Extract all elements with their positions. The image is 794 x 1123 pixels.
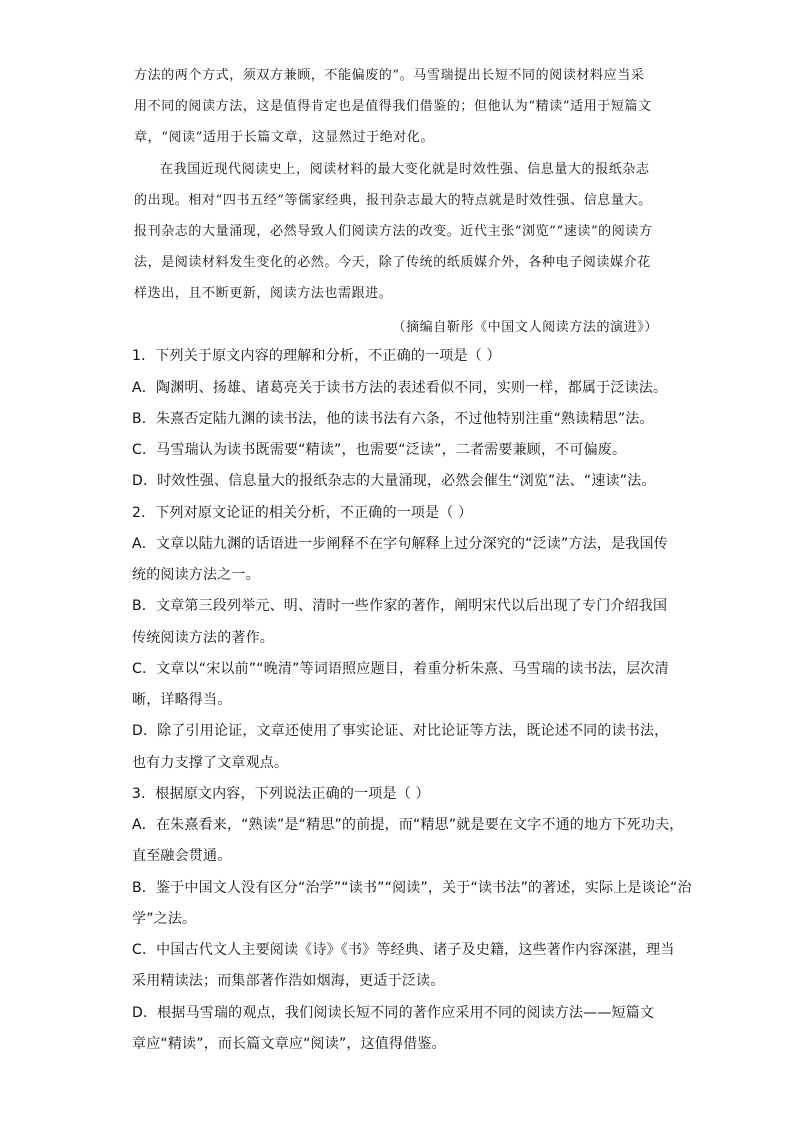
question-2-option-d: D．除了引用论证，文章还使用了事实论证、对比论证等方法，既论述不同的读书法， [132, 723, 669, 739]
question-3-option-a-cont: 直至融会贯通。 [132, 848, 232, 864]
question-2-option-b-cont: 传统阅读方法的著作。 [132, 630, 274, 646]
question-1-option-d: D．时效性强、信息量大的报纸杂志的大量涌现，必然会催生“浏览”法、“速读”法。 [132, 473, 656, 489]
question-2-option-a: A．文章以陆九渊的话语进一步阐释不在字句解释上过分深究的“泛读”方法，是我国传 [132, 536, 668, 552]
question-3-option-b: B．鉴于中国文人没有区分“治学”“读书”“阅读”，关于“读书法”的著述，实际上是谈论“治 [132, 880, 692, 896]
question-3-stem: 3．根据原文内容，下列说法正确的一项是（ ） [132, 786, 430, 802]
question-1-stem: 1．下列关于原文内容的理解和分析，不正确的一项是（ ） [132, 348, 501, 364]
question-2-option-a-cont: 统的阅读方法之一。 [132, 567, 260, 583]
question-3-option-d: D．根据马雪瑞的观点，我们阅读长短不同的著作应采用不同的阅读方法——短篇文 [132, 1005, 655, 1021]
question-3-option-a: A．在朱熹看来，“熟读”是“精思”的前提，而“精思”就是要在文字不通的地方下死功夫， [132, 817, 684, 833]
question-2-option-b: B．文章第三段列举元、明、清时一些作家的著作，阐明宋代以后出现了专门介绍我国 [132, 598, 668, 614]
question-1-option-a: A．陶渊明、扬雄、诸葛亮关于读书方法的表述看似不同，实则一样，都属于泛读法。 [132, 380, 668, 396]
question-1-option-b: B．朱熹否定陆九渊的读书法，他的读书法有六条，不过他特别注重“熟读精思”法。 [132, 411, 654, 427]
passage-line: 样迭出，且不断更新，阅读方法也需跟进。 [134, 286, 393, 301]
question-3-option-d-cont: 章应“精读”，而长篇文章应“阅读”，这值得借鉴。 [132, 1036, 446, 1052]
question-2-option-d-cont: 也有力支撑了文章观点。 [132, 755, 289, 771]
passage-source: （摘编自靳彤《中国文人阅读方法的演进》） [392, 320, 658, 335]
passage-line: 报刊杂志的大量涌现，必然导致人们阅读方法的改变。近代主张“浏览”“速读”的阅读方 [134, 224, 653, 239]
passage-line: 章，“阅读”适用于长篇文章，这显然过于绝对化。 [134, 130, 435, 145]
question-3-option-b-cont: 学”之法。 [132, 911, 197, 927]
passage-line: 法，是阅读材料发生变化的必然。今天，除了传统的纸质媒介外，各种电子阅读媒介花 [134, 255, 651, 270]
passage-line: 的出现。相对“四书五经”等儒家经典，报刊杂志最大的特点就是时效性强、信息量大。 [134, 193, 652, 208]
passage-line: 用不同的阅读方法，这是值得肯定也是值得我们借鉴的；但他认为“精读”适用于短篇文 [134, 99, 652, 114]
question-3-option-c-cont: 采用精读法；而集部著作浩如烟海，更适于泛读。 [132, 973, 445, 989]
question-1-option-c: C．马雪瑞认为读书既需要“精读”，也需要“泛读”，二者需要兼顾，不可偏废。 [132, 442, 627, 458]
passage-line: 方法的两个方式，须双方兼顾，不能偏废的”。马雪瑞提出长短不同的阅读材料应当采 [134, 68, 645, 83]
passage-line: 在我国近现代阅读史上，阅读材料的最大变化就是时效性强、信息量大的报纸杂志 [160, 162, 650, 177]
question-2-option-c-cont: 晰，详略得当。 [132, 692, 232, 708]
question-3-option-c: C．中国古代文人主要阅读《诗》《书》等经典、诸子及史籍，这些著作内容深湛，理当 [132, 942, 675, 958]
question-2-stem: 2．下列对原文论证的相关分析，不正确的一项是（ ） [132, 505, 473, 521]
question-2-option-c: C．文章以“宋以前”“晚清”等词语照应题目，着重分析朱熹、马雪瑞的读书法，层次清 [132, 661, 669, 677]
